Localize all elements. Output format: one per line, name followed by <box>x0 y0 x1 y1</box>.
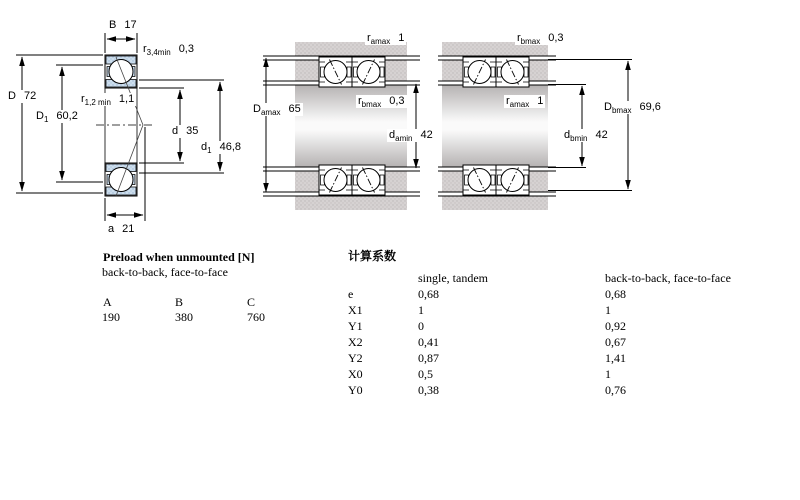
dim-base: r <box>506 95 510 107</box>
dim-label-a <box>106 223 136 236</box>
preload-subtitle: back-to-back, face-to-face <box>102 265 228 279</box>
factors-col2-header: back-to-back, face-to-face <box>605 271 731 285</box>
dim-label-ramax-mid <box>504 95 545 108</box>
dim-label-d1 <box>199 141 243 154</box>
preload-col-C: C <box>247 295 256 309</box>
dim-value: 46,8 <box>219 141 241 153</box>
dim-value: 0,3 <box>548 32 564 44</box>
preload-value-A: 190 <box>102 310 120 324</box>
factor-value-btb: 1 <box>605 303 611 317</box>
dim-value: 72 <box>23 90 37 102</box>
dim-sub: amin <box>395 134 413 143</box>
dim-base: B <box>109 19 117 31</box>
dim-value: 1 <box>398 32 405 44</box>
dim-base: D <box>36 110 44 122</box>
factor-value-single: 0,41 <box>418 335 439 349</box>
dim-sub: bmax <box>611 106 632 115</box>
factor-symbol: Y <box>348 319 357 333</box>
dim-value: 69,6 <box>639 101 661 113</box>
dim-sub: 3,4min <box>146 48 171 57</box>
dim-sub: bmin <box>570 134 588 143</box>
factor-sub: 0 <box>356 383 363 397</box>
mounting-arrangement-right <box>438 42 632 210</box>
dim-label-Damax <box>251 103 303 116</box>
factor-value-single: 0,5 <box>418 367 433 381</box>
factors-col1-header: single, tandem <box>418 271 488 285</box>
dim-value: 42 <box>595 129 608 141</box>
preload-value-C: 760 <box>247 310 265 324</box>
factor-value-btb: 0,67 <box>605 335 626 349</box>
factors-title: 计算系数 <box>348 249 397 263</box>
preload-value-B: 380 <box>175 310 193 324</box>
dim-value: 1,1 <box>118 93 135 105</box>
dim-value: 60,2 <box>56 110 78 122</box>
factor-value-single: 0,87 <box>418 351 439 365</box>
dim-label-D1 <box>34 110 80 123</box>
dim-base: d <box>389 129 396 141</box>
dim-base: r <box>358 95 362 107</box>
factor-label <box>348 351 363 366</box>
factor-sub: 2 <box>356 335 363 349</box>
dim-label-ramax-top <box>365 32 406 45</box>
dim-base: D <box>604 101 612 113</box>
factor-symbol: X <box>348 335 357 349</box>
dim-sub: 1,2 min <box>84 98 111 107</box>
dim-label-rbmax-mid <box>356 95 407 108</box>
preload-col-A: A <box>103 295 112 309</box>
dim-base: D <box>253 103 261 115</box>
factor-sub: 0 <box>356 367 363 381</box>
dim-value: 0,3 <box>178 43 194 55</box>
factor-value-btb: 0,76 <box>605 383 626 397</box>
dim-sub: 1 <box>43 115 49 124</box>
preload-title: Preload when unmounted [N] <box>103 250 255 264</box>
dim-label-rbmax-top <box>515 32 566 45</box>
dim-sub: 1 <box>207 146 212 155</box>
dim-sub: amax <box>260 108 281 117</box>
dim-base: r <box>517 32 521 44</box>
dim-base: r <box>367 32 371 44</box>
dim-value: 1 <box>537 95 544 107</box>
dim-label-dbmin <box>562 129 610 142</box>
dim-value: 0,3 <box>389 95 405 107</box>
factor-value-btb: 0,92 <box>605 319 626 333</box>
factor-value-single: 0,68 <box>418 287 439 301</box>
dim-base: r <box>143 43 147 55</box>
factor-sub: 2 <box>356 351 363 365</box>
factor-symbol: e <box>348 287 354 301</box>
mounting-arrangement-left <box>260 42 420 210</box>
dim-label-D <box>6 90 38 103</box>
dim-base: d <box>564 129 571 141</box>
dim-value: 21 <box>122 223 135 235</box>
factor-label <box>348 335 363 350</box>
dim-sub: bmax <box>520 37 541 46</box>
dim-value: 42 <box>420 129 433 141</box>
factor-value-single: 0,38 <box>418 383 439 397</box>
factor-symbol: Y <box>348 351 357 365</box>
dim-label-B <box>107 19 139 32</box>
factor-sub: 1 <box>356 303 363 317</box>
dim-label-damin <box>387 129 435 142</box>
dim-base: d <box>201 141 208 153</box>
dim-value: 65 <box>288 103 301 115</box>
factor-value-btb: 0,68 <box>605 287 626 301</box>
dim-sub: amax <box>370 37 391 46</box>
factor-value-single: 0 <box>418 319 424 333</box>
factor-symbol: X <box>348 367 357 381</box>
factor-symbol: X <box>348 303 357 317</box>
factor-label <box>348 303 363 318</box>
factor-value-btb: 1,41 <box>605 351 626 365</box>
dim-label-r34 <box>141 43 196 56</box>
factor-label <box>348 367 363 382</box>
dim-base: d <box>172 125 179 137</box>
dim-label-r12 <box>79 93 136 106</box>
factor-label <box>348 383 363 398</box>
factor-label <box>348 287 353 302</box>
dim-base: D <box>8 90 16 102</box>
dim-value: 35 <box>186 125 199 137</box>
dim-base: r <box>81 93 85 105</box>
dim-value: 17 <box>124 19 137 31</box>
dim-label-d <box>170 125 200 138</box>
factor-symbol: Y <box>348 383 357 397</box>
factor-value-single: 1 <box>418 303 424 317</box>
dim-sub: amax <box>509 100 530 109</box>
dim-base: a <box>108 223 115 235</box>
preload-col-B: B <box>175 295 184 309</box>
factor-value-btb: 1 <box>605 367 611 381</box>
dim-label-Dbmax <box>602 101 663 114</box>
dim-sub: bmax <box>361 100 382 109</box>
factor-sub: 1 <box>356 319 363 333</box>
factor-label <box>348 319 363 334</box>
